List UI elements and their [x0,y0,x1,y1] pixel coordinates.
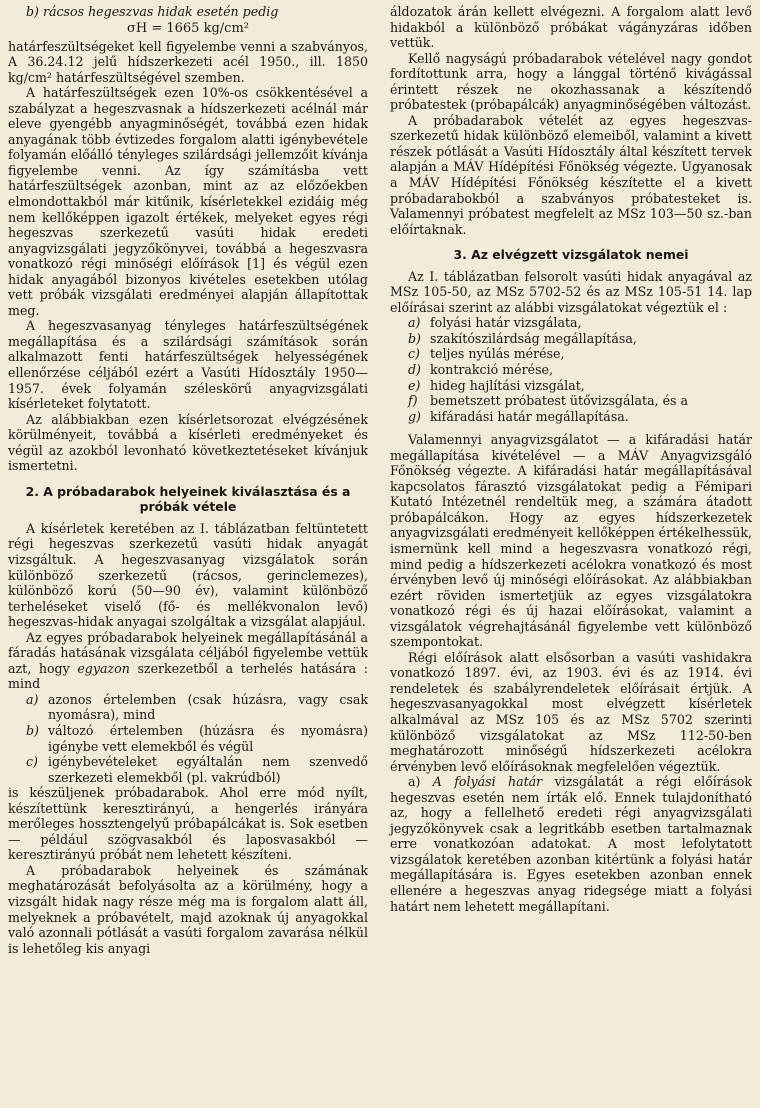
list-item: f) bemetszett próbatest ütővizsgálata, és a [408,393,689,409]
right-column [390,4,752,914]
condition-list [8,692,368,785]
paragraph: Kellő nagyságú próbadarabok vételével nagy gondot fordítottunk arra, hogy a lánggal történő kivágással érintett részek ne okozhassanak a készítendő próbatestek (próbapálcák) anyagminőségében változást. [390,50,752,113]
formula: σH = 1665 kg/cm² [127,20,249,36]
paragraph: Régi előírások alatt elsősorban a vasúti vashidakra vonatkozó 1897. évi, az 1903. évi és az 1914. évi rendeletek és szabályrendeletek előírásait értjük. A hegeszvasanyagokkal most elvégzett kísérletek alkalmával az MSz 105 és az MSz 5702 szerinti különböző vizsgálatokat az MSz 112-50-ben meghatározott minőségű hídszerkezeti acélokra érvényben levő előírásoknak megfelelően végeztük. [390,649,752,774]
list-item: c) teljes nyúlás mérése, [408,346,565,362]
test-list [390,315,752,424]
paragraph: A próbadarabok helyeinek és számának meghatározását befolyásolta az a körülmény, hogy a vizsgált hidak nagy része még ma is forgalom alatt áll, melyeknek a próbavételt, majd azoknak új anyagokkal való azonnali pótlását a vasúti forgalom zavarása nélkül is lehetőleg kis anyagi [8,862,368,956]
paragraph: A hegeszvasanyag tényleges határfeszültségének megállapítása és a szilárdsági számítások során alkalmazott fenti határfeszültségek helyességének ellenőrzése céljából ezért a Vasúti Hídosztály 1950—1957. évek folyamán széleskörű anyagvizsgálati kísérleteket folytatott. [8,318,368,412]
paragraph: is készüljenek próbadarabok. Ahol erre mód nyílt, készítettünk keresztirányú, a hengerlés irányára merőleges hossztengelyű próbapálcákat is. Sok esetben — például szögvasakból és laposvasakból — keresztirányú próbát nem lehetett készíteni. [8,785,368,863]
list-item-b-intro: b) rácsos hegeszvas hidak esetén pedig [26,4,279,19]
list-item: e) hideg hajlítási vizsgálat, [408,377,585,393]
paragraph: Az alábbiakban ezen kísérletsorozat elvégzésének körülményeit, továbbá a kísérleti eredményeket és végül az azokból levonható következtetéseket kívánjuk ismertetni. [8,411,368,474]
list-item: a) azonos értelemben (csak húzásra, vagy csak nyomásra), mind [26,691,368,723]
list-item: g) kifáradási határ megállapítása. [408,408,629,424]
section-heading-2: 2. A próbadarabok helyeinek kiválasztása és a próbák vétele [25,483,351,515]
paragraph: A határfeszültségek ezen 10%-os csökkentésével a szabályzat a hegeszvasnak a hídszerkezeti acélnál már eleve gyengébb anyagminőségét, továbbá ezen hidak anyagának több évtizedes forgalom alatti igénybevétele folyamán előálló tényleges szilárdsági jellemzőit kívánja figyelembe venni. Az így számításba vett határfeszültségek azonban, mint az az előzőekben elmondottakból már kitűnik, kísérletekkel ezidáig még nem kellőképpen igazolt értékek, melyeket egyes régi hegeszvas szerkezetű vasúti hidak eredeti anyagvizsgálati jegyzőkönyvei, továbbá a hegeszvasra vonatkozó régi minőségi előírások [1] és végül ezen hidak anyagából bizonyos kivételes esetekben utólag vett próbák vizsgálati eredményei alapján állapítottak meg. [8,85,368,318]
left-column [8,4,368,956]
paragraph: határfeszültségeket kell figyelembe venni a szabványos, A 36.24.12 jelű hídszerkezeti acél 1950., ill. 1850 kg/cm² határfeszültségével szemben. [8,38,368,85]
section-heading-3: 3. Az elvégzett vizsgálatok nemei [453,247,689,263]
paragraph: Valamennyi anyagvizsgálatot — a kifáradási határ megállapítása kivételével — a MÁV Anyagvizsgáló Főnökség végezte. A kifáradási határ megállapításával kapcsolatos fárasztó vizsgálatokat pedig a Fémipari Kutató Intézetnél rendeltük meg, a számára átadott próbapálcákon. Hogy az egyes hídszerkezetek anyagvizsgálati eredményeit kellőképpen értékelhessük, ismernünk kell mind a hegeszvasra vonatkozó régi, mind pedig a hídszerkezeti acélokra vonatkozó és most érvényben levő új minőségi előírásokat. Az alábbiakban ezért röviden ismertetjük az egyes vizsgálatokra vonatkozó régi és új hazai előírásokat, valamint a vizsgálatok végrehajtásánál figyelembe vett különböző szempontokat. [390,432,752,650]
list-item: d) kontrakció mérése, [408,361,553,377]
paragraph: Az I. táblázatban felsorolt vasúti hidak anyagával az MSz 105-50, az MSz 5702-52 és az MSz 105-51 14. lap előírásai szerint az alábbi vizsgálatokat végeztük el : [390,268,752,315]
spacer [390,424,752,432]
paragraph: a) A folyási határ vizsgálatát a régi előírások hegeszvas esetén nem írták elő. Ennek tulajdonítható az, hogy a fellelhető eredeti régi anyagvizsgálati jegyzőkönyvek csak a legritkább esetben tartalmaznak erre vonatkozóan adatokat. A most lefolytatott vizsgálatok keretében azonban kitértünk a folyási határ megállapítására is. Egyes esetekben azonban ennek ellenére a hegeszvas anyag ridegsége miatt a folyási határt nem lehetett megállapítani. [390,774,753,914]
list-item: b) változó értelemben (húzásra és nyomásra) igénybe vett elemekből és végül [26,722,368,754]
paragraph: áldozatok árán kellett elvégezni. A forgalom alatt levő hidakból a különböző próbákat vágányzáras időben vettük. [390,4,752,51]
paragraph: A próbadarabok vételét az egyes hegeszvas-szerkezetű hidak különböző elemeiből, valamint a kivett részek pótlását a Vasúti Hídosztály által készített tervek alapján a MÁV Hídépítési Főnökség végezte. Ugyanosak a MÁV Hídépítési Főnökség készítette el a kivett próbadarabokból a szabványos próbatesteket is. Valamennyi próbatest megfelelt az MSz 103—50 sz.-ban előírtaknak. [390,112,752,237]
paragraph: A kísérletek keretében az I. táblázatban feltüntetett régi hegeszvas szerkezetű vasúti hidak anyagát vizsgáltuk. A hegeszvasanyag vizsgálatok során különböző szerkezetű (rácsos, gerinclemezes), különböző korú (50—90 év), valamint különböző terheléseket viselő (fő- és mellékvonalon levő) hegeszvas-hidak anyagai szolgáltak a vizsgálat alapjául. [8,520,368,630]
list-item: b) szakítószilárdság megállapítása, [408,330,637,346]
paragraph: Az egyes próbadarabok helyeinek megállapításánál a fáradás hatásának vizsgálata céljából figyelembe vettük azt, hogy egyazon szerkezetből a terhelés hatására : mind [8,629,368,692]
list-item: a) folyási határ vizsgálata, [408,315,582,331]
list-item: c) igénybevételeket egyáltalán nem szenvedő szerkezeti elemekből (pl. vakrúdból) [26,754,368,785]
